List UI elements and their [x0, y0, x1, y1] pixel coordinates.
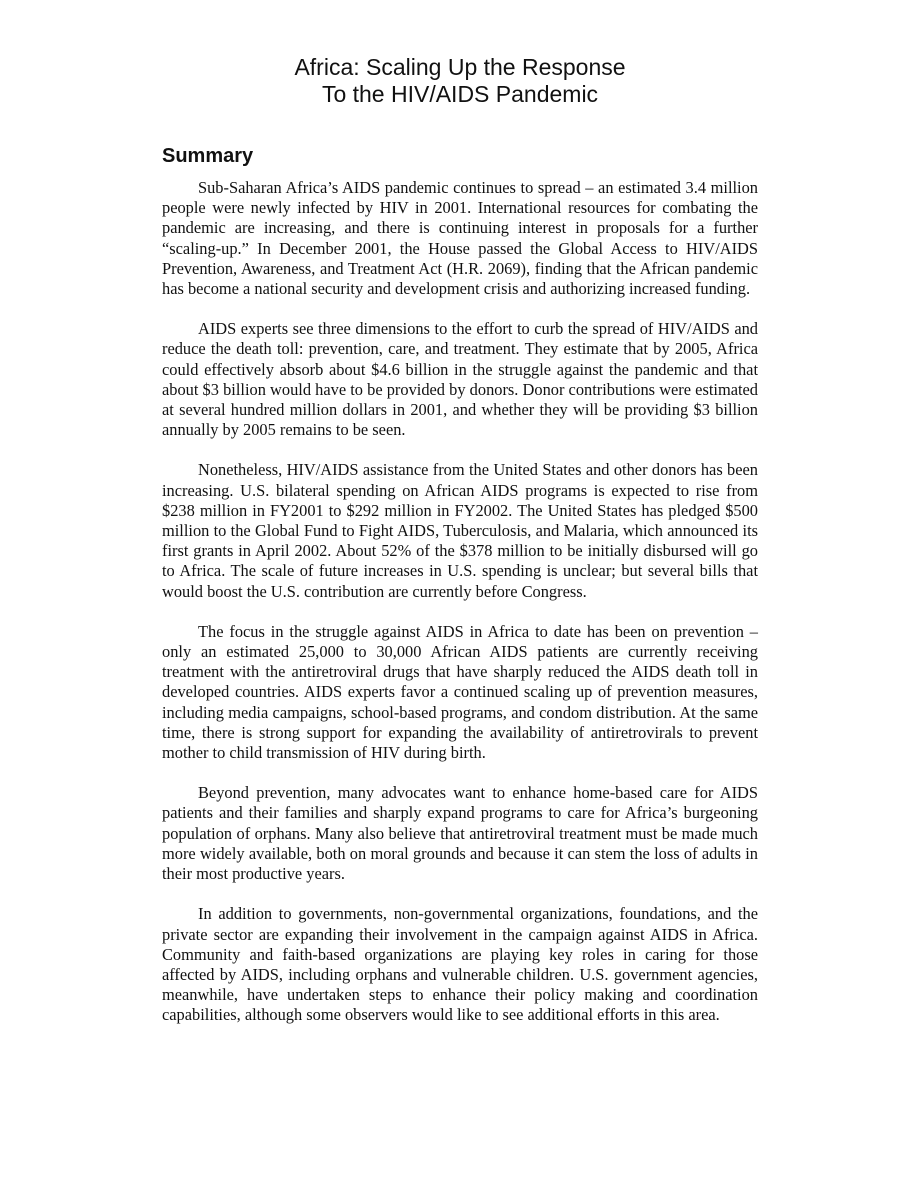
summary-paragraph-4: The focus in the struggle against AIDS in Africa to date has been on prevention – only an estimated 25,000 to 30,000 African AIDS patients are currently receiving treatment with the antiretroviral drugs that have sharply reduced the AIDS death toll in developed countries. AIDS experts favor a continued scaling up of prevention measures, including media campaigns, school-based programs, and condom distribution. At the same time, there is strong support for expanding the availability of antiretrovirals to prevent mother to child transmission of HIV during birth.	[162, 621, 758, 763]
summary-paragraph-1: Sub-Saharan Africa’s AIDS pandemic continues to spread – an estimated 3.4 million people were newly infected by HIV in 2001. International resources for combating the pandemic are increasing, and there is continuing interest in proposals for a further “scaling-up.” In December 2001, the House passed the Global Access to HIV/AIDS Prevention, Awareness, and Treatment Act (H.R. 2069), finding that the African pandemic has become a national security and development crisis and authorizing increased funding.	[162, 178, 758, 299]
summary-paragraph-5: Beyond prevention, many advocates want to enhance home-based care for AIDS patients and their families and sharply expand programs to care for Africa’s burgeoning population of orphans. Many also believe that antiretroviral treatment must be made much more widely available, both on moral grounds and because it can stem the loss of adults in their most productive years.	[162, 783, 758, 884]
summary-paragraph-6: In addition to governments, non-governmental organizations, foundations, and the private sector are expanding their involvement in the campaign against AIDS in Africa. Community and faith-based organizations are playing key roles in caring for those affected by AIDS, including orphans and vulnerable children. U.S. government agencies, meanwhile, have undertaken steps to enhance their policy making and coordination capabilities, although some observers would like to see additional efforts in this area.	[162, 904, 758, 1025]
summary-body	[162, 178, 758, 1026]
title-line-1: Africa: Scaling Up the Response	[294, 54, 626, 80]
summary-paragraph-2: AIDS experts see three dimensions to the effort to curb the spread of HIV/AIDS and reduce the death toll: prevention, care, and treatment. They estimate that by 2005, Africa could effectively absorb about $4.6 billion in the struggle against the pandemic and that about $3 billion would have to be provided by donors. Donor contributions were estimated at several hundred million dollars in 2001, and whether they will be providing $3 billion annually by 2005 remains to be seen.	[162, 319, 758, 440]
summary-heading: Summary	[162, 145, 254, 167]
document-page	[162, 0, 758, 1046]
title-line-2: To the HIV/AIDS Pandemic	[321, 81, 599, 107]
document-title	[162, 54, 758, 108]
summary-paragraph-3: Nonetheless, HIV/AIDS assistance from the United States and other donors has been increasing. U.S. bilateral spending on African AIDS programs is expected to rise from $238 million in FY2001 to $292 million in FY2002. The United States has pledged $500 million to the Global Fund to Fight AIDS, Tuberculosis, and Malaria, which announced its first grants in April 2002. About 52% of the $378 million to be initially disbursed will go to Africa. The scale of future increases in U.S. spending is unclear; but several bills that would boost the U.S. contribution are currently before Congress.	[162, 460, 758, 601]
